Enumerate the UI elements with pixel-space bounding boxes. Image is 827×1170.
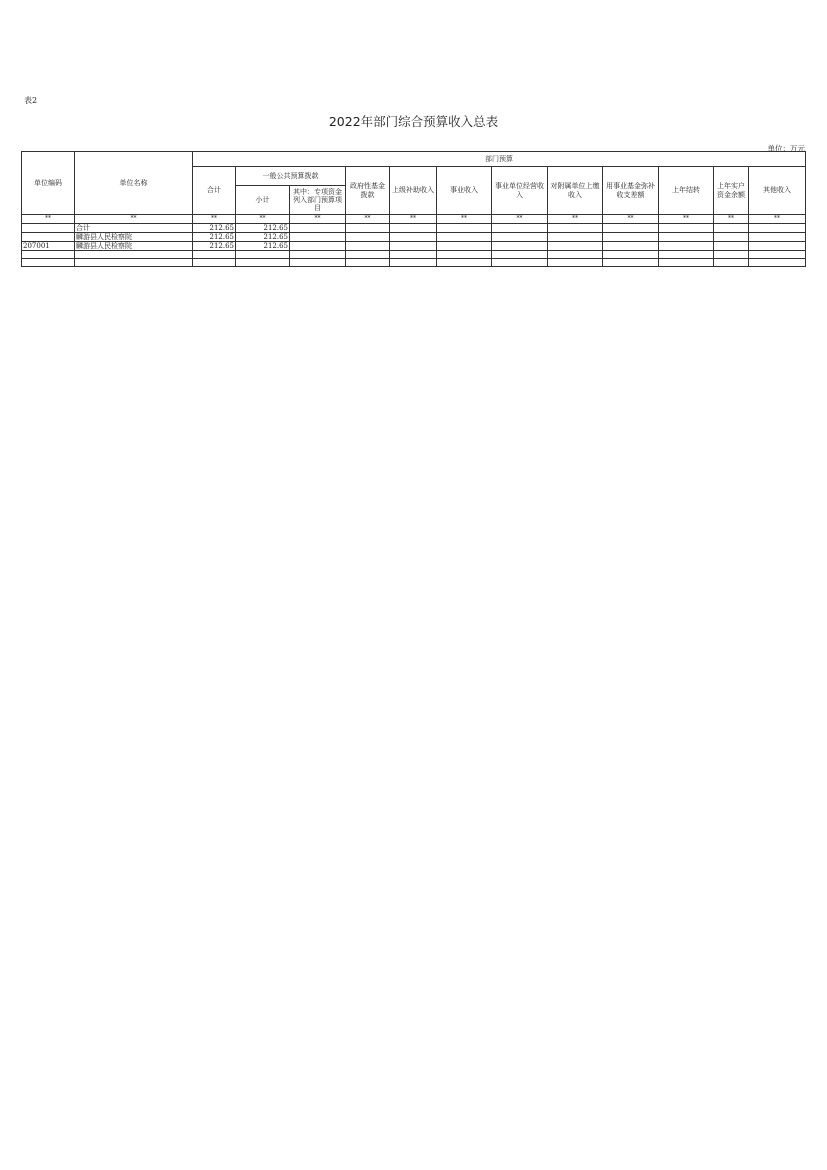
marker-cell: ** xyxy=(75,215,193,224)
header-fund-offset: 用事业基金弥补收支差额 xyxy=(603,167,659,215)
cell-subtotal xyxy=(236,259,290,267)
unit-label: 单位：万元 xyxy=(767,144,805,153)
header-dept-budget: 部门预算 xyxy=(193,152,806,167)
header-special-project: 其中：专项资金列入部门预算项目 xyxy=(290,186,346,215)
page-title: 2022年部门综合预算收入总表 xyxy=(328,114,499,129)
marker-cell: ** xyxy=(659,215,714,224)
marker-cell: ** xyxy=(236,215,290,224)
header-subtotal: 小计 xyxy=(236,186,290,215)
cell-name xyxy=(75,251,193,259)
header-gov-fund: 政府性基金拨款 xyxy=(346,167,390,215)
cell-total: 212.65 xyxy=(193,224,236,233)
cell-name xyxy=(75,259,193,267)
marker-cell: ** xyxy=(193,215,236,224)
marker-cell: ** xyxy=(492,215,548,224)
cell-code xyxy=(22,224,75,233)
header-affiliated-income: 对附属单位上缴收入 xyxy=(548,167,603,215)
header-prev-balance: 上年实户资金余额 xyxy=(714,167,749,215)
marker-cell: ** xyxy=(548,215,603,224)
cell-subtotal: 212.65 xyxy=(236,242,290,251)
marker-row xyxy=(22,215,806,224)
marker-cell: ** xyxy=(290,215,346,224)
cell-name: 合计 xyxy=(75,224,193,233)
cell-subtotal xyxy=(236,251,290,259)
table-row xyxy=(22,259,806,267)
marker-cell: ** xyxy=(346,215,390,224)
table-row xyxy=(22,224,806,233)
marker-cell: ** xyxy=(437,215,492,224)
marker-cell: ** xyxy=(714,215,749,224)
cell-total xyxy=(193,259,236,267)
cell-code xyxy=(22,259,75,267)
cell-subtotal: 212.65 xyxy=(236,233,290,242)
header-total: 合计 xyxy=(193,167,236,215)
header-business-income: 事业收入 xyxy=(437,167,492,215)
cell-code xyxy=(22,251,75,259)
table-row xyxy=(22,233,806,242)
cell-code: 207001 xyxy=(22,242,75,251)
cell-subtotal: 212.65 xyxy=(236,224,290,233)
marker-cell: ** xyxy=(749,215,806,224)
cell-total: 212.65 xyxy=(193,233,236,242)
header-superior-subsidy: 上级补助收入 xyxy=(390,167,437,215)
marker-cell: ** xyxy=(390,215,437,224)
table-row xyxy=(22,242,806,251)
budget-income-table xyxy=(21,151,806,267)
cell-name: 麟游县人民检察院 xyxy=(75,242,193,251)
marker-cell: ** xyxy=(603,215,659,224)
header-operating-income: 事业单位经营收入 xyxy=(492,167,548,215)
header-unit-code: 单位编码 xyxy=(22,152,75,215)
header-other-income: 其他收入 xyxy=(749,167,806,215)
cell-code xyxy=(22,233,75,242)
cell-total xyxy=(193,251,236,259)
header-carryover: 上年结转 xyxy=(659,167,714,215)
marker-cell: ** xyxy=(22,215,75,224)
header-general-budget: 一般公共预算拨款 xyxy=(236,167,346,186)
cell-total: 212.65 xyxy=(193,242,236,251)
cell-name: 麟游县人民检察院 xyxy=(75,233,193,242)
table-row xyxy=(22,251,806,259)
header-unit-name: 单位名称 xyxy=(75,152,193,215)
table-number: 表2 xyxy=(24,96,38,105)
